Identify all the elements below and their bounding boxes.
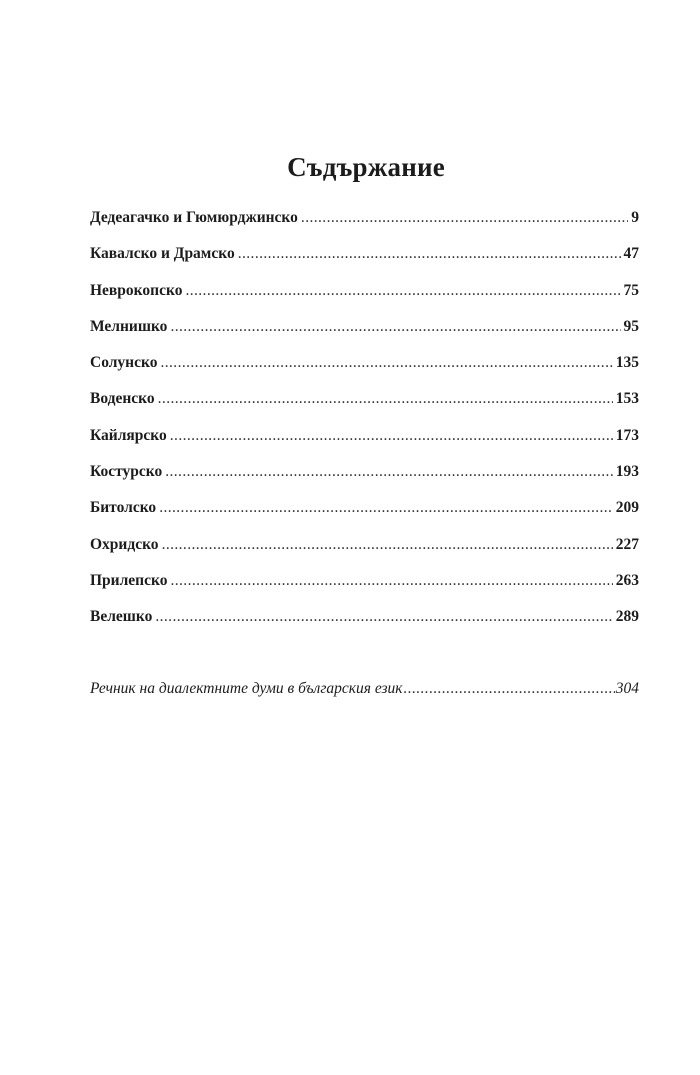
toc-entry <box>90 536 639 572</box>
toc-entry-page: 9 <box>631 209 639 226</box>
dot-leader <box>162 536 613 554</box>
toc-entry <box>90 245 639 281</box>
dot-leader <box>159 499 613 517</box>
dot-leader <box>185 282 620 300</box>
toc-entry-label: Дедеагачко и Гюмюрджинско <box>90 209 298 226</box>
toc-entry-page: 263 <box>615 571 639 589</box>
dot-leader <box>170 318 620 336</box>
toc-entry-page: 47 <box>623 245 639 263</box>
toc-dictionary-entry <box>90 680 639 698</box>
toc-list <box>90 209 639 645</box>
dot-leader <box>165 463 613 481</box>
dot-leader <box>170 572 612 590</box>
toc-entry <box>90 427 639 463</box>
toc-entry-page: 289 <box>615 608 639 626</box>
toc-entry <box>90 608 639 644</box>
toc-entry-label: Охридско <box>90 535 159 553</box>
toc-entry-label: Солунско <box>90 354 158 372</box>
toc-entry-label: Кайлярско <box>90 426 167 444</box>
dot-leader <box>158 390 613 408</box>
dot-leader <box>301 209 628 227</box>
toc-entry-page: 135 <box>615 354 639 372</box>
toc-dictionary-page: 304 <box>615 680 639 697</box>
toc-entry-label: Воденско <box>90 390 155 408</box>
toc-entry <box>90 354 639 390</box>
toc-entry <box>90 390 639 426</box>
toc-entry-page: 209 <box>615 499 639 517</box>
toc-entry-page: 193 <box>615 463 639 481</box>
dot-leader <box>155 608 612 626</box>
toc-entry-page: 75 <box>623 281 639 299</box>
dot-leader <box>404 680 615 698</box>
toc-entry-label: Неврокопско <box>90 281 183 299</box>
toc-entry-label: Кавалско и Драмско <box>90 245 235 263</box>
dot-leader <box>160 354 612 372</box>
toc-entry-label: Велешко <box>90 608 153 626</box>
toc-entry <box>90 318 639 354</box>
toc-entry-label: Костурско <box>90 463 163 481</box>
toc-entry-label: Битолско <box>90 499 157 517</box>
toc-entry <box>90 499 639 535</box>
toc-entry <box>90 209 639 245</box>
dot-leader <box>170 427 613 445</box>
toc-entry-label: Прилепско <box>90 571 168 589</box>
toc-entry <box>90 463 639 499</box>
page-title: Съдържание <box>287 152 445 182</box>
toc-entry <box>90 572 639 608</box>
toc-entry <box>90 282 639 318</box>
toc-entry-page: 95 <box>623 317 639 335</box>
toc-entry-page: 153 <box>615 390 639 408</box>
toc-entry-label: Мелнишко <box>90 317 168 335</box>
toc-entry-page: 173 <box>615 426 639 444</box>
dot-leader <box>238 245 621 263</box>
toc-dictionary-label: Речник на диалектните думи в българския език <box>90 680 403 697</box>
toc-entry-page: 227 <box>615 535 639 553</box>
